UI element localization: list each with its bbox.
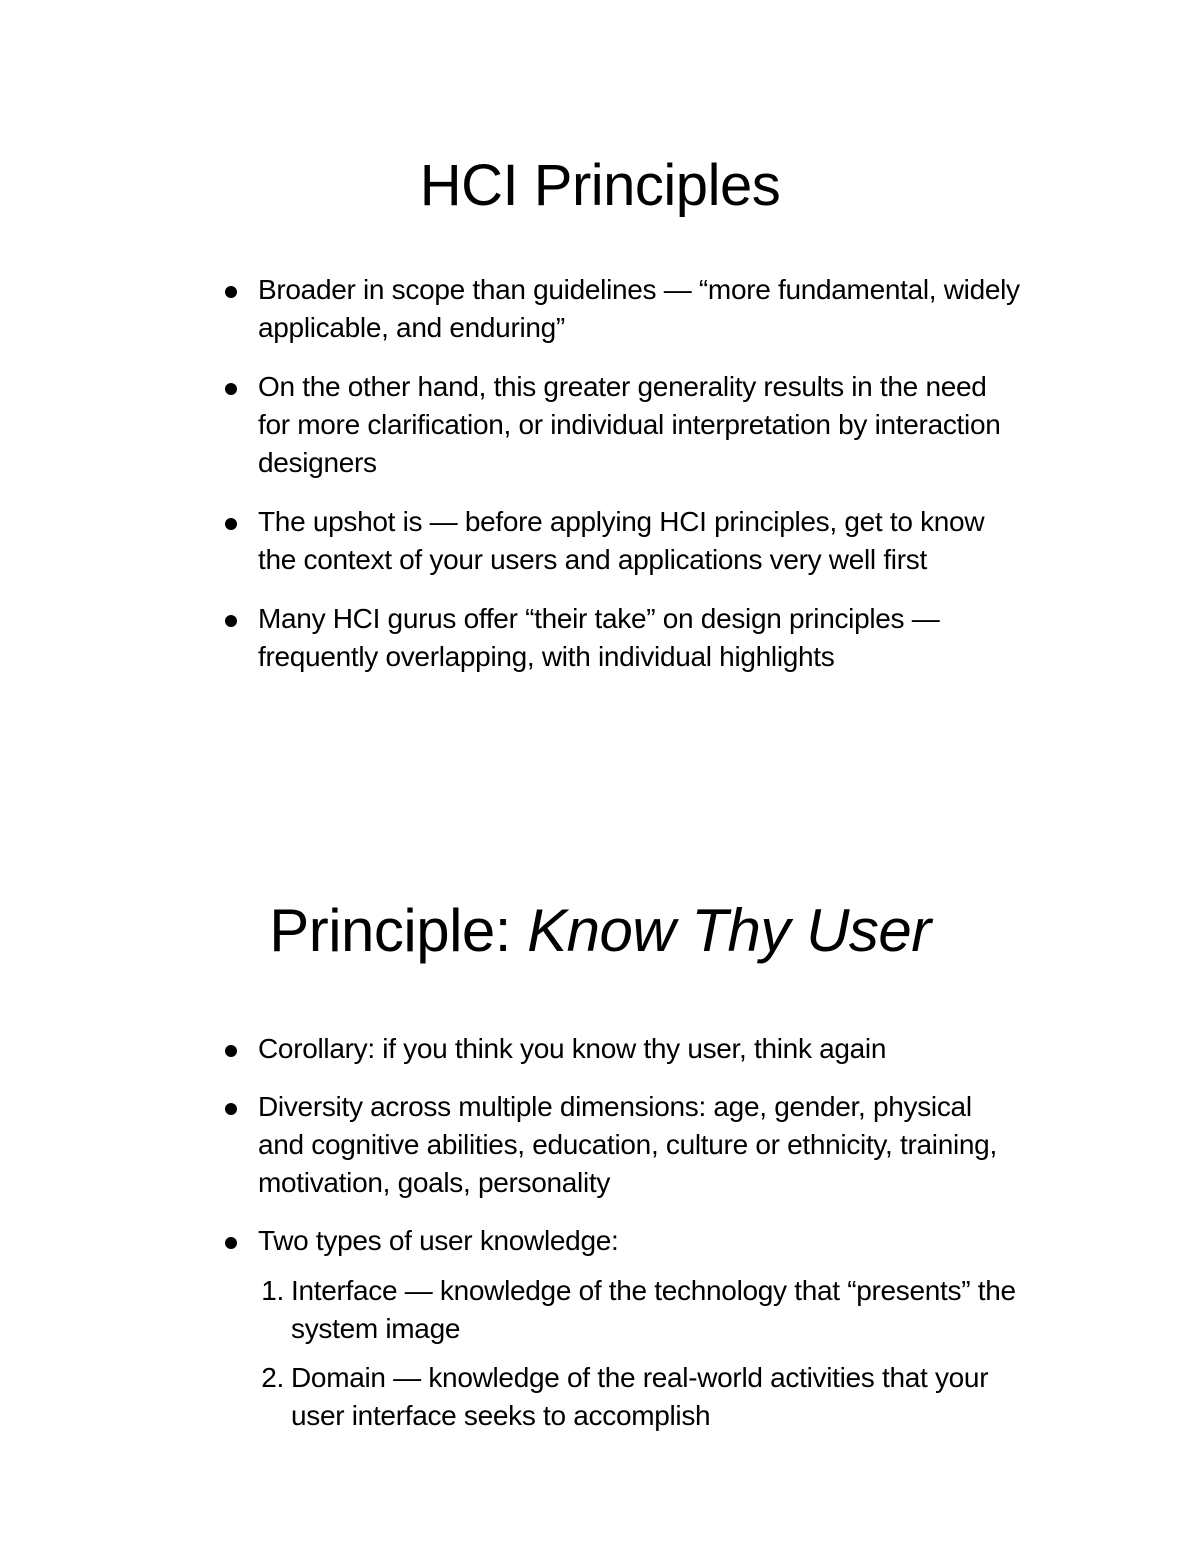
bullet-icon <box>225 1045 237 1057</box>
bullet-icon <box>225 286 237 298</box>
bullet-list <box>223 1030 1023 1435</box>
bullet-text: Broader in scope than guidelines — “more fundamental, widely applicable, and enduring” <box>258 274 1020 343</box>
list-item <box>223 600 1023 676</box>
list-item <box>223 368 1023 482</box>
list-item <box>223 1030 1023 1068</box>
numbered-item <box>258 1359 1023 1435</box>
section-title-prefix: Principle: <box>269 897 528 964</box>
list-item <box>223 1222 1023 1435</box>
list-item <box>223 503 1023 579</box>
bullet-list <box>223 271 1023 676</box>
bullet-text: Diversity across multiple dimensions: age, gender, physical and cognitive abilities, education, culture or ethnicity, training, motivation, goals, personality <box>258 1091 997 1198</box>
page-title: HCI Principles <box>419 153 781 218</box>
bullet-icon <box>225 615 237 627</box>
bullet-text: Corollary: if you think you know thy user, think again <box>258 1033 887 1064</box>
numbered-text: Domain — knowledge of the real-world activities that your user interface seeks to accomplish <box>291 1362 989 1431</box>
bullet-text: Many HCI gurus offer “their take” on design principles — frequently overlapping, with individual highlights <box>258 603 940 672</box>
bullet-icon <box>225 1103 237 1115</box>
bullet-text: The upshot is — before applying HCI principles, get to know the context of your users and applications very well first <box>258 506 985 575</box>
section-title <box>0 893 1200 969</box>
numbered-list <box>258 1272 1023 1435</box>
list-item <box>223 1088 1023 1202</box>
item-number: 2. <box>261 1362 284 1393</box>
bullet-icon <box>225 518 237 530</box>
bullet-text: On the other hand, this greater generality results in the need for more clarification, or individual interpretation by interaction designers <box>258 371 1001 478</box>
numbered-item <box>258 1272 1023 1348</box>
bullet-text: Two types of user knowledge: <box>258 1225 619 1256</box>
bullet-icon <box>225 1237 237 1249</box>
section-title-emphasis: Know Thy User <box>527 897 931 964</box>
list-item <box>223 271 1023 347</box>
numbered-text: Interface — knowledge of the technology that “presents” the system image <box>291 1275 1016 1344</box>
bullet-icon <box>225 383 237 395</box>
item-number: 1. <box>261 1275 284 1306</box>
